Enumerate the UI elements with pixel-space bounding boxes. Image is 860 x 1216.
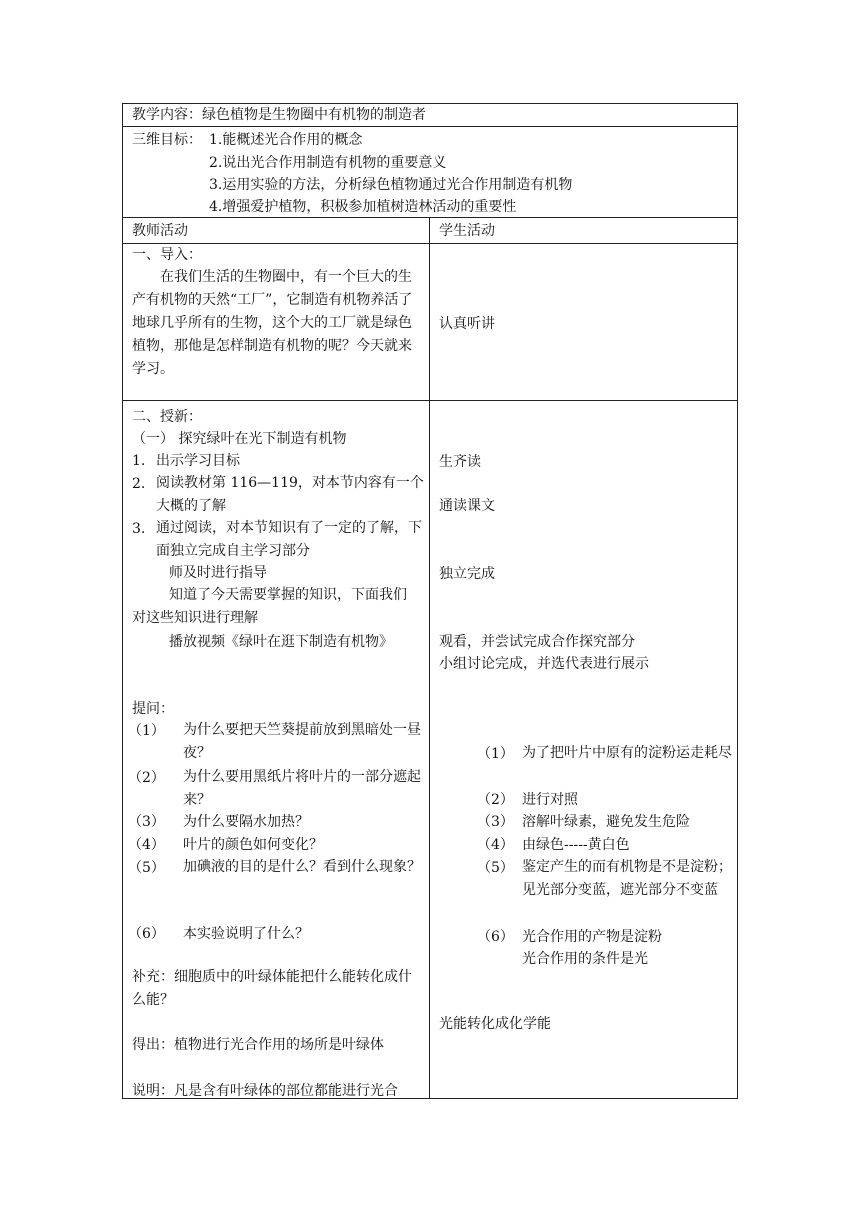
step-text: 出示学习目标 [156,453,240,469]
question-text: 为什么要用黑纸片将叶片的一部分遮起来？ [183,769,421,808]
teacher-guide: 师及时进行指导 [169,565,267,581]
student-read-together: 生齐读 [439,454,481,470]
answer-text: 光合作用的产物是淀粉 [522,929,662,945]
answer-number: （6） [477,929,514,945]
student-watch: 观看，并尝试完成合作探究部分 [439,634,635,650]
answer-text: 进行对照 [522,792,578,808]
goals-label: 三维目标： [132,132,202,148]
intro-paragraph: 在我们生活的生物圈中，有一个巨大的生产有机物的天然“工厂”，它制造有机物养活了地球几乎所有的生物，这个大的工厂就是绿色植物，那他是怎样制造有机物的呢？今天就来学习。 [132,269,413,377]
answer-text: 由绿色-----黄白色 [522,837,630,853]
intro-heading: 一、导入： [132,247,202,263]
goal-item: 1.能概述光合作用的概念 [209,132,363,148]
question-text: 本实验说明了什么？ [183,926,309,942]
answer-text: 为了把叶片中原有的淀粉运走耗尽 [522,745,732,761]
question-text: 加碘液的目的是什么？看到什么现象？ [183,859,421,875]
answer-number: （5） [477,860,514,876]
question-text: 为什么要隔水加热？ [183,814,309,830]
teacher-column-header: 教师活动 [132,223,188,239]
lesson-content-title: 教学内容：绿色植物是生物圈中有机物的制造者 [132,107,426,123]
student-independent: 独立完成 [439,566,495,582]
column-header-row [123,218,737,244]
student-column-header: 学生活动 [439,223,495,239]
step-number: 1. [132,453,146,469]
goal-item: 4.增强爱护植物，积极参加植树造林活动的重要性 [209,199,517,215]
intro-row [123,244,737,401]
conclusion-text: 得出：植物进行光合作用的场所是叶绿体 [132,1037,384,1053]
step-number: 3. [132,521,146,537]
step-text: 通过阅读，对本节知识有了一定的了解，下面独立完成自主学习部分 [156,520,422,559]
question-number: （4） [128,837,165,853]
goals-row [123,127,737,218]
student-energy: 光能转化成化学能 [439,1016,551,1032]
ask-label: 提问： [132,701,174,717]
answer-text: 光合作用的条件是光 [522,951,648,967]
step-text: 阅读教材第 116—119，对本节内容有一个大概的了解 [156,475,424,514]
answer-number: （2） [477,792,514,808]
lesson-heading: 二、授新： [132,409,202,425]
lesson-subheading: （一） 探究绿叶在光下制造有机物 [132,431,347,447]
answer-number: （1） [477,746,514,762]
goal-item: 3.运用实验的方法，分析绿色植物通过光合作用制造有机物 [209,177,573,193]
question-number: （3） [128,814,165,830]
teacher-video: 播放视频《绿叶在逛下制造有机物》 [169,634,393,650]
student-read-text: 通读课文 [439,498,495,514]
answer-text: 溶解叶绿素，避免发生危险 [522,814,690,830]
question-number: （6） [128,926,165,942]
lesson-plan-table [122,103,738,1099]
answer-number: （3） [477,814,514,830]
supplement-text: 补充：细胞质中的叶绿体能把什么能转化成什么能？ [132,969,412,1008]
step-number: 2. [132,476,146,492]
student-group: 小组讨论完成，并选代表进行展示 [439,656,649,672]
lesson-row [123,401,737,1099]
question-number: （5） [128,860,165,876]
goal-item: 2.说出光合作用制造有机物的重要意义 [209,155,447,171]
explanation-text: 说明：凡是含有叶绿体的部位都能进行光合 [132,1083,398,1099]
teacher-know: 知道了今天需要掌握的知识，下面我们对这些知识进行理解 [132,587,407,626]
question-text: 为什么要把天竺葵提前放到黑暗处一昼夜？ [183,722,421,761]
question-number: （1） [128,723,165,739]
answer-number: （4） [477,837,514,853]
question-number: （2） [128,770,165,786]
content-row [123,104,737,127]
intro-student-activity: 认真听讲 [439,316,495,332]
question-text: 叶片的颜色如何变化？ [183,837,323,853]
answer-text: 鉴定产生的而有机物是不是淀粉；见光部分变蓝，遮光部分不变蓝 [522,859,732,898]
